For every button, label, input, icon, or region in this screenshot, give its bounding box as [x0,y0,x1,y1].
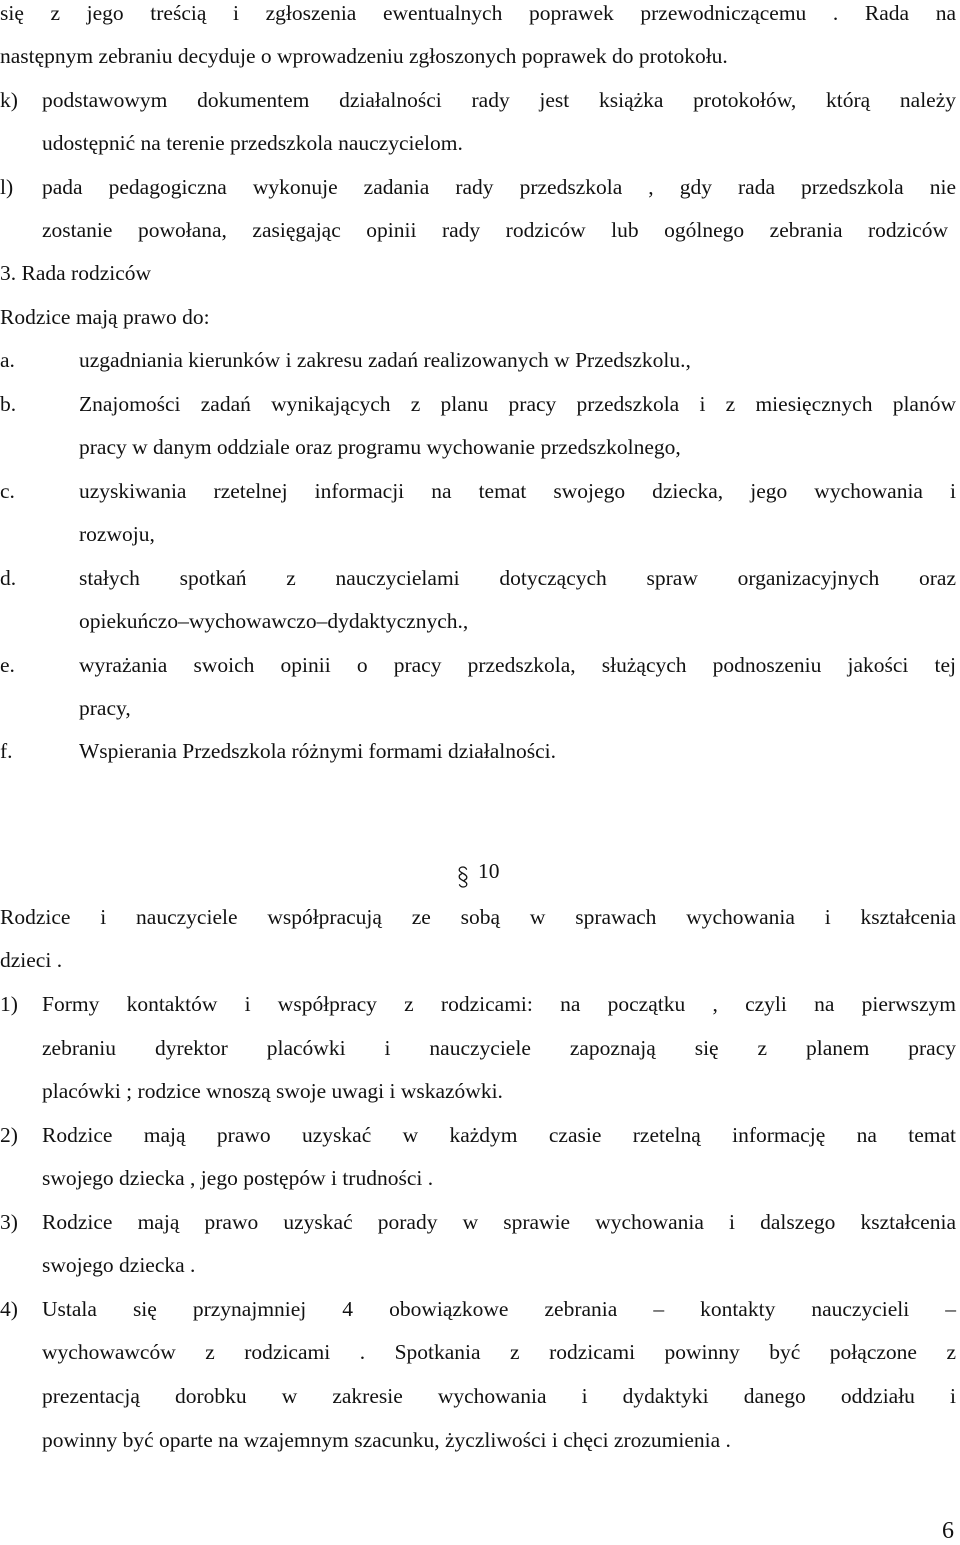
list-item-line: podstawowym dokumentem działalności rady jest książka protokołów, którą należy [42,88,956,112]
section-number: 10 [478,859,500,883]
paragraph-line: dzieci . [0,948,63,972]
list-item-line: swojego dziecka , jego postępów i trudności . [42,1166,434,1190]
list-marker: a. [0,348,15,372]
list-marker: k) [0,88,18,112]
list-item-line: Rodzice mają prawo uzyskać w każdym czasie rzetelną informację na temat [42,1123,956,1147]
section-heading: 3. Rada rodziców [0,261,152,285]
list-item-line: Rodzice mają prawo uzyskać porady w sprawie wychowania i dalszego kształcenia [42,1210,956,1234]
paragraph-line: się z jego treścią i zgłoszenia ewentualnych poprawek przewodniczącemu . Rada na [0,1,956,25]
list-item-line: udostępnić na terenie przedszkola nauczycielom. [42,131,463,155]
list-item-line: rozwoju, [79,522,155,546]
list-item-line: swojego dziecka . [42,1253,196,1277]
list-item-line: Formy kontaktów i współpracy z rodzicami: na początku , czyli na pierwszym [42,992,956,1016]
list-item-line: stałych spotkań z nauczycielami dotyczących spraw organizacyjnych oraz [79,566,956,590]
page-number: 6 [942,1518,954,1544]
list-marker: l) [0,175,14,199]
list-item-line: uzyskiwania rzetelnej informacji na temat swojego dziecka, jego wychowania i [79,479,956,503]
list-item-line: opiekuńczo–wychowawczo–dydaktycznych., [79,609,469,633]
list-item-line: Znajomości zadań wynikających z planu pracy przedszkola i z miesięcznych planów [79,392,956,416]
list-marker: b. [0,392,17,416]
list-item-line: powinny być oparte na wzajemnym szacunku, życzliwości i chęci zrozumienia . [42,1428,731,1452]
list-item-line: uzgadniania kierunków i zakresu zadań realizowanych w Przedszkolu., [79,348,691,372]
list-item-line: wychowawców z rodzicami . Spotkania z rodzicami powinny być połączone z [42,1340,956,1364]
list-marker: e. [0,653,15,677]
list-item-line: prezentacją dorobku w zakresie wychowania i dydaktyki danego oddziału i [42,1384,956,1408]
paragraph-line: Rodzice i nauczyciele współpracują ze sobą w sprawach wychowania i kształcenia [0,905,956,929]
list-item-line: Wspierania Przedszkola różnymi formami działalności. [79,739,557,763]
list-marker: f. [0,739,13,763]
list-marker: 1) [0,992,18,1016]
paragraph-line: następnym zebraniu decyduje o wprowadzeniu zgłoszonych poprawek do protokołu. [0,44,728,68]
section-intro: Rodzice mają prawo do: [0,305,210,329]
list-item-line: Ustala się przynajmniej 4 obowiązkowe zebrania – kontakty nauczycieli – [42,1297,956,1321]
list-marker: d. [0,566,17,590]
list-item-line: zostanie powołana, zasięgając opinii rady rodziców lub ogólnego zebrania rodziców [42,218,948,242]
list-item-line: wyrażania swoich opinii o pracy przedszkola, służących podnoszeniu jakości tej [79,653,956,677]
section-sign-icon [456,866,470,888]
list-marker: 2) [0,1123,18,1147]
list-marker: 4) [0,1297,18,1321]
list-item-line: pada pedagogiczna wykonuje zadania rady przedszkola , gdy rada przedszkola nie [42,175,956,199]
list-marker: c. [0,479,15,503]
list-item-line: placówki ; rodzice wnoszą swoje uwagi i wskazówki. [42,1079,503,1103]
list-item-line: pracy w danym oddziale oraz programu wychowanie przedszkolnego, [79,435,681,459]
list-marker: 3) [0,1210,18,1234]
list-item-line: zebraniu dyrektor placówki i nauczyciele zapoznają się z planem pracy [42,1036,956,1060]
list-item-line: pracy, [79,696,131,720]
